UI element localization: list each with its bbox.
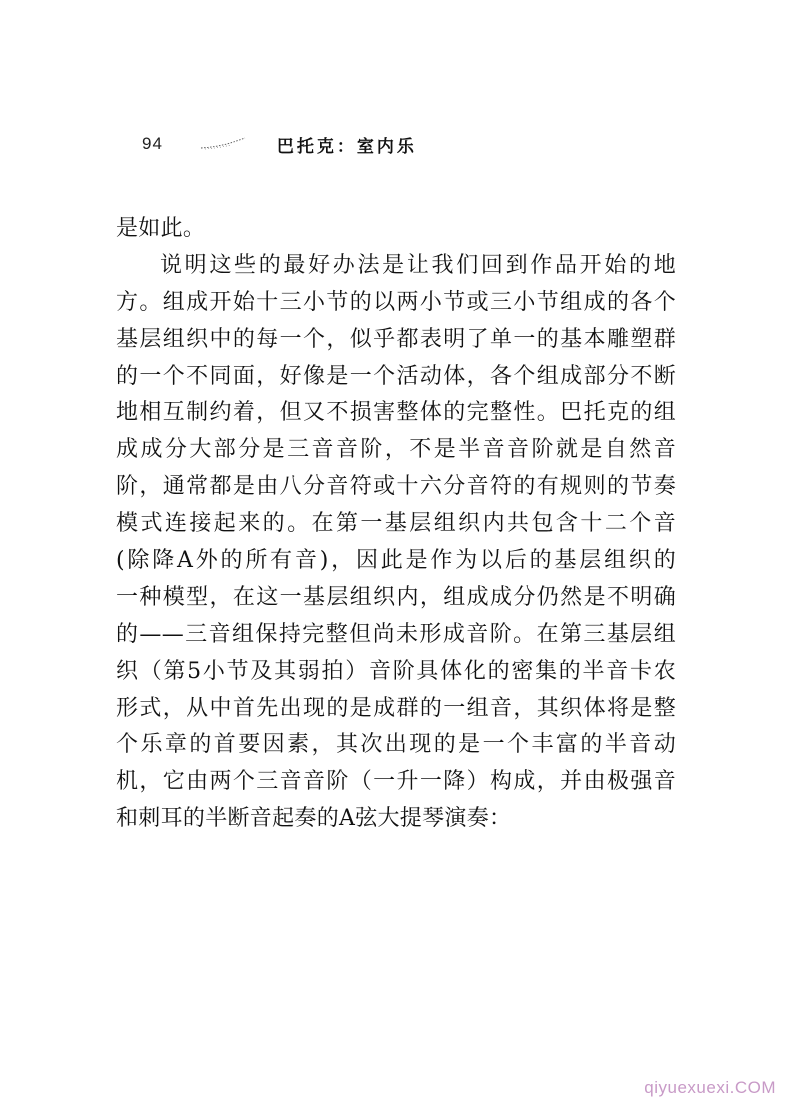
text-line: 方。组成开始十三小节的以两小节或三小节组成的各个	[116, 289, 676, 315]
text-line: 一种模型，在这一基层组织内，组成成分仍然是不明确	[116, 584, 676, 610]
running-header	[142, 130, 417, 158]
body-text	[116, 211, 676, 838]
text-line: 个乐章的首要因素，其次出现的是一个丰富的半音动	[116, 732, 676, 758]
text-line: 说明这些的最好办法是让我们回到作品开始的地	[160, 252, 676, 278]
text-line: 机，它由两个三音音阶（一升一降）构成，并由极强音	[116, 769, 676, 795]
text-line: 和刺耳的半断音起奏的A弦大提琴演奏：	[116, 806, 512, 832]
text-line: 形式，从中首先出现的是成群的一组音，其织体将是整	[116, 695, 676, 721]
text-line: 成成分大部分是三音音阶，不是半音音阶就是自然音	[116, 437, 676, 463]
text-line: (除降A外的所有音)，因此是作为以后的基层组织的	[116, 548, 676, 574]
ornament-flourish-icon	[199, 137, 247, 151]
running-title: 巴托克：室内乐	[276, 136, 417, 157]
page-number: 94	[142, 134, 163, 153]
text-line: 是如此。	[116, 216, 206, 241]
watermark: qiyuexuexi.COM	[644, 1078, 776, 1097]
text-line: 的一个不同面，好像是一个活动体，各个组成部分不断	[116, 363, 676, 389]
text-line: 阶，通常都是由八分音符或十六分音符的有规则的节奏	[116, 474, 676, 500]
text-line: 地相互制约着，但又不损害整体的完整性。巴托克的组	[116, 400, 676, 426]
text-line: 织（第5小节及其弱拍）音阶具体化的密集的半音卡农	[116, 658, 676, 684]
text-line: 的——三音组保持完整但尚未形成音阶。在第三基层组	[116, 621, 676, 647]
text-line: 模式连接起来的。在第一基层组织内共包含十二个音	[116, 511, 676, 537]
text-line: 基层组织中的每一个，似乎都表明了单一的基本雕塑群	[116, 326, 676, 352]
